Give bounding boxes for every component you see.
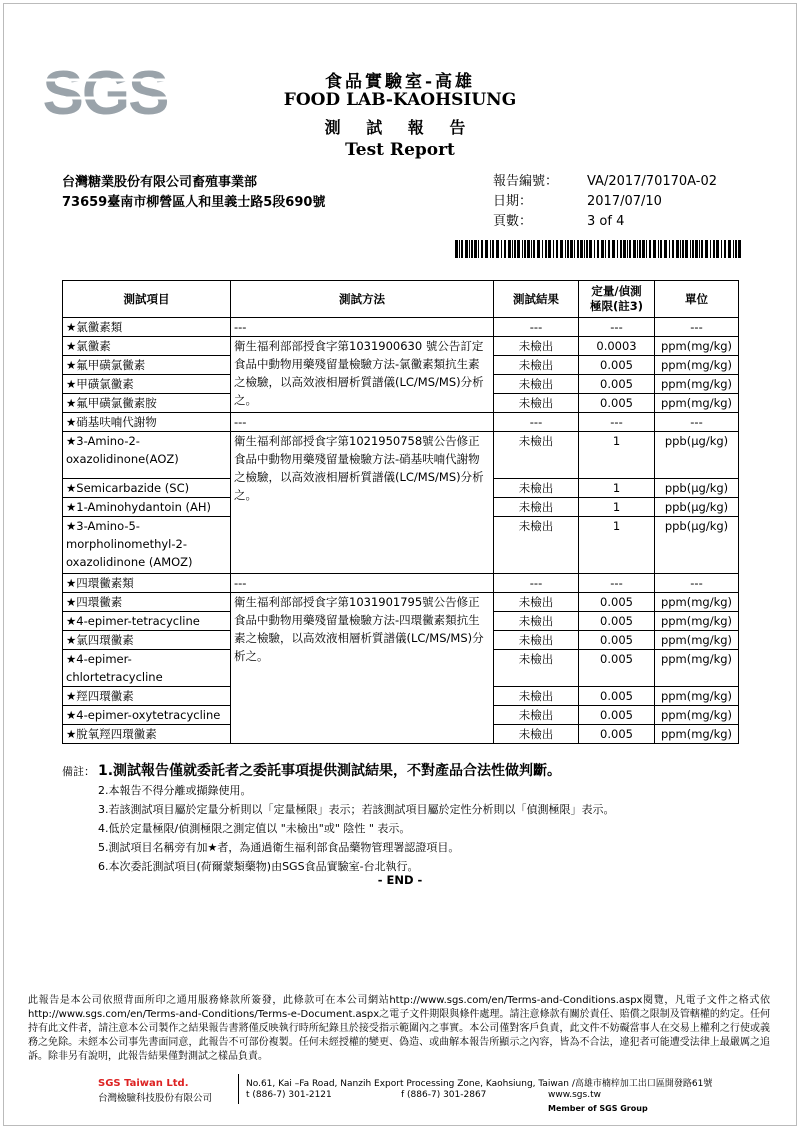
end-marker: - END - [377, 873, 423, 887]
barcode-bar [556, 240, 558, 258]
method-tetracycline: 衛生福利部部授食字第1031901795號公告修正食品中動物用藥殘留量檢驗方法-四環黴素類抗生素之檢驗，以高效液相層析質譜儀(LC/MS/MS)分析之。 [231, 593, 494, 744]
table-row: ★1-Aminohydantoin (AH) 未檢出 1 ppb(μg/kg) [63, 498, 739, 517]
note-item: 5.測試項目名稱旁有加★者，為通過衛生福利部食品藥物管理署認證項目。 [98, 841, 460, 854]
barcode-bar [574, 240, 575, 258]
barcode-bar [469, 240, 470, 258]
report-meta [493, 172, 717, 232]
barcode-bar [537, 240, 540, 258]
barcode-bar [724, 240, 726, 258]
sgs-logo [30, 58, 180, 124]
barcode-bar [682, 240, 684, 258]
barcode-bar [733, 240, 734, 258]
table-row: ★硝基呋喃代謝物 --- --- --- --- [63, 413, 739, 432]
table-row: ★Semicarbazide (SC) 未檢出 1 ppb(μg/kg) [63, 479, 739, 498]
table-row: ★甲磺氯黴素 未檢出 0.005 ppm(mg/kg) [63, 375, 739, 394]
table-header-row [63, 281, 739, 318]
footer-company-en: SGS Taiwan Ltd. [98, 1078, 189, 1089]
barcode-bar [589, 240, 592, 258]
barcode-bar [527, 240, 530, 258]
barcode-bar [570, 240, 573, 258]
table-row: ★氟甲磺氯黴素 未檢出 0.005 ppm(mg/kg) [63, 356, 739, 375]
barcode-bar [728, 240, 731, 258]
barcode-bar [605, 240, 606, 258]
barcode-bar [639, 240, 641, 258]
footer-address: No.61, Kai –Fa Road, Nanzih Export Processing Zone, Kaohsiung, Taiwan /高雄市楠梓加工出口區開發路61號 [246, 1079, 713, 1089]
barcode-bar [690, 240, 691, 258]
footer-divider [238, 1074, 239, 1104]
col-header-result: 測試結果 [494, 281, 579, 318]
barcode-bar [699, 240, 700, 258]
table-row: ★脫氧羥四環黴素 未檢出 0.005 ppm(mg/kg) [63, 725, 739, 744]
col-header-item: 測試項目 [63, 281, 231, 318]
lab-name-en: FOOD LAB-KAOHSIUNG [283, 90, 517, 110]
barcode-bar [597, 240, 599, 258]
barcode-bar [669, 240, 670, 258]
table-row: ★4-epimer-chlortetracycline 未檢出 0.005 ppm(mg/kg) [63, 650, 739, 687]
barcode-bar [545, 240, 547, 258]
footer-tel: t (886-7) 301-2121 [246, 1090, 332, 1100]
barcode-bar [522, 240, 523, 258]
barcode-bar [496, 240, 499, 258]
footer-company-cn: 台灣檢驗科技股份有限公司 [98, 1093, 213, 1104]
note-item: 備註： 1.測試報告僅就委託者之委託事項提供測試結果，不對產品合法性做判斷。 [62, 763, 562, 779]
barcode-bar [514, 240, 516, 258]
client-name: 台灣糖業股份有限公司畜殖事業部 [62, 175, 258, 190]
note-item: 3.若該測試項目屬於定量分析則以「定量極限」表示；若該測試項目屬於定性分析則以「偵測極限」表示。 [98, 803, 615, 816]
table-row: ★四環黴素 衛生福利部部授食字第1031901795號公告修正食品中動物用藥殘留量檢驗方法-四環黴素類抗生素之檢驗，以高效液相層析質譜儀(LC/MS/MS)分析之。 未檢出 0.005 ppm(mg/kg) [63, 593, 739, 612]
barcode-bar [485, 240, 488, 258]
barcode-bar [504, 240, 506, 258]
notes-prefix: 備註： [62, 765, 95, 778]
barcode-bar [533, 240, 535, 258]
barcode-bar [501, 240, 502, 258]
barcode-bar [459, 240, 460, 258]
notes-block [62, 762, 615, 876]
barcode-bar [672, 240, 674, 258]
barcode-bar [490, 240, 491, 258]
barcode-bar [649, 240, 651, 258]
barcode-bar [601, 240, 604, 258]
barcode-bar [617, 240, 618, 258]
barcode-bar [637, 240, 638, 258]
barcode-bar [512, 240, 513, 258]
barcode-bar [548, 240, 551, 258]
barcode-bar [646, 240, 647, 258]
results-table [62, 280, 739, 744]
barcode-bar [465, 240, 468, 258]
footer-member: Member of SGS Group [548, 1104, 648, 1113]
barcode-bar [676, 240, 679, 258]
table-row: ★4-epimer-oxytetracycline 未檢出 0.005 ppm(mg/kg) [63, 706, 739, 725]
barcode-bar [738, 240, 741, 258]
barcode-bar [481, 240, 483, 258]
barcode-bar [680, 240, 681, 258]
svg-text:SGS: SGS [42, 59, 168, 124]
barcode-bar [701, 240, 703, 258]
barcode-bar [653, 240, 656, 258]
note-item: 2.本報告不得分離或擷錄使用。 [98, 784, 252, 797]
barcode-bar [455, 240, 458, 258]
barcode-bar [692, 240, 694, 258]
barcode-bar [542, 240, 543, 258]
footer [28, 1074, 770, 1112]
barcode-bar [567, 240, 569, 258]
footer-web: www.sgs.tw [548, 1090, 601, 1100]
barcode-bar [627, 240, 628, 258]
barcode-bar [660, 240, 662, 258]
table-row: ★氯四環黴素 未檢出 0.005 ppm(mg/kg) [63, 631, 739, 650]
barcode-bar [608, 240, 610, 258]
table-row: ★氯黴素類 --- --- --- --- [63, 318, 739, 337]
barcode-bar [577, 240, 579, 258]
barcode-bar [716, 240, 719, 258]
report-title-en: Test Report [345, 140, 455, 160]
table-row: ★羥四環黴素 未檢出 0.005 ppm(mg/kg) [63, 687, 739, 706]
note-item: 6.本次委託測試項目(荷爾蒙類藥物)由SGS食品實驗室-台北執行。 [98, 860, 419, 873]
barcode-bar [508, 240, 511, 258]
footer-fax: f (886-7) 301-2867 [401, 1090, 487, 1100]
barcode-bar [565, 240, 566, 258]
barcode-bar [492, 240, 494, 258]
barcode-bar [658, 240, 659, 258]
meta-date: 日期： 2017/07/10 [493, 194, 662, 209]
col-header-limit: 定量/偵測 極限(註3) [579, 281, 655, 318]
barcode-bar [620, 240, 622, 258]
barcode-bar [735, 240, 737, 258]
barcode-bar [710, 240, 711, 258]
table-row: ★氟甲磺氯黴素胺 未檢出 0.005 ppm(mg/kg) [63, 394, 739, 413]
report-title-cn: 測 試 報 告 [324, 118, 476, 137]
note-item: 4.低於定量極限/偵測極限之測定值以 "未檢出"或" 陰性 " 表示。 [98, 822, 411, 835]
table-row: ★3-Amino-5-morpholinomethyl-2-oxazolidinone (AMOZ) 未檢出 1 ppb(μg/kg) [63, 517, 739, 574]
disclaimer: 此報告是本公司依照背面所印之通用服務條款所簽發，此條款可在本公司網站http://www.sgs.com/en/Terms-and-Conditions.aspx閱覽，凡電子文件之格式依http://www.sgs.com/en/Terms-and-Conditions/Terms-e-Document.aspx之電子文件期限與條件處理。請注意條款有關於責任、賠償之限制及管轄權的約定。任何持有此文件者，請注意本公司製作之結果報告書將僅反映執行時所紀錄且於接受指示範圍內之事實。本公司僅對客戶負責，此文件不妨礙當事人在交易上權利之行使或義務之免除。未經本公司事先書面同意，此報告不可部份複製。任何未經授權的變更、偽造、或曲解本報告所顯示之內容，皆為不合法，違犯者可能遭受法律上最嚴厲之追訴。除非另有說明，此報告結果僅對測試之樣品負責。 [28, 995, 770, 1062]
method-nitrofuran: 衛生福利部部授食字第1021950758號公告修正食品中動物用藥殘留量檢驗方法-硝基呋喃代謝物之檢驗，以高效液相層析質譜儀(LC/MS/MS)分析之。 [231, 432, 494, 574]
barcode-bar [705, 240, 708, 258]
barcode [455, 240, 741, 258]
barcode-bar [560, 240, 563, 258]
barcode-bar [594, 240, 595, 258]
barcode-bar [531, 240, 532, 258]
barcode-bar [612, 240, 615, 258]
barcode-bar [633, 240, 636, 258]
barcode-bar [478, 240, 479, 258]
meta-pages: 頁數： 3 of 4 [493, 214, 625, 229]
method-chloramphenicol: 衛生福利部部授食字第1031900630 號公告訂定食品中動物用藥殘留量檢驗方法-氯黴素類抗生素之檢驗，以高效液相層析質譜儀(LC/MS/MS)分析之。 [231, 337, 494, 413]
table-row: ★4-epimer-tetracycline 未檢出 0.005 ppm(mg/kg) [63, 612, 739, 631]
barcode-bar [517, 240, 520, 258]
barcode-bar [623, 240, 626, 258]
barcode-bar [695, 240, 698, 258]
barcode-bar [471, 240, 473, 258]
barcode-bar [629, 240, 631, 258]
col-header-method: 測試方法 [231, 281, 494, 318]
barcode-bar [713, 240, 715, 258]
barcode-bar [685, 240, 688, 258]
barcode-bar [642, 240, 645, 258]
meta-report-no: 報告編號： VA/2017/70170A-02 [493, 174, 717, 189]
lab-name-cn: 食品實驗室-高雄 [324, 72, 476, 92]
barcode-bar [580, 240, 583, 258]
table-row: ★氯黴素 衛生福利部部授食字第1031900630 號公告訂定食品中動物用藥殘留量檢驗方法-氯黴素類抗生素之檢驗，以高效液相層析質譜儀(LC/MS/MS)分析之。 未檢出 0.0003 ppm(mg/kg) [63, 337, 739, 356]
client-block [62, 173, 325, 213]
barcode-bar [584, 240, 585, 258]
barcode-bar [474, 240, 477, 258]
barcode-bar [586, 240, 588, 258]
col-header-unit: 單位 [655, 281, 739, 318]
table-row: ★四環黴素類 --- --- --- --- [63, 574, 739, 593]
barcode-bar [524, 240, 526, 258]
barcode-bar [664, 240, 667, 258]
table-row: ★3-Amino-2-oxazolidinone(AOZ) 衛生福利部部授食字第1021950758號公告修正食品中動物用藥殘留量檢驗方法-硝基呋喃代謝物之檢驗，以高效液相層析質譜儀(LC/MS/MS)分析之。 未檢出 1 ppb(μg/kg) [63, 432, 739, 479]
barcode-bar [721, 240, 722, 258]
barcode-bar [461, 240, 463, 258]
client-address: 73659臺南市柳營區人和里義士路5段690號 [62, 195, 326, 210]
barcode-bar [553, 240, 554, 258]
